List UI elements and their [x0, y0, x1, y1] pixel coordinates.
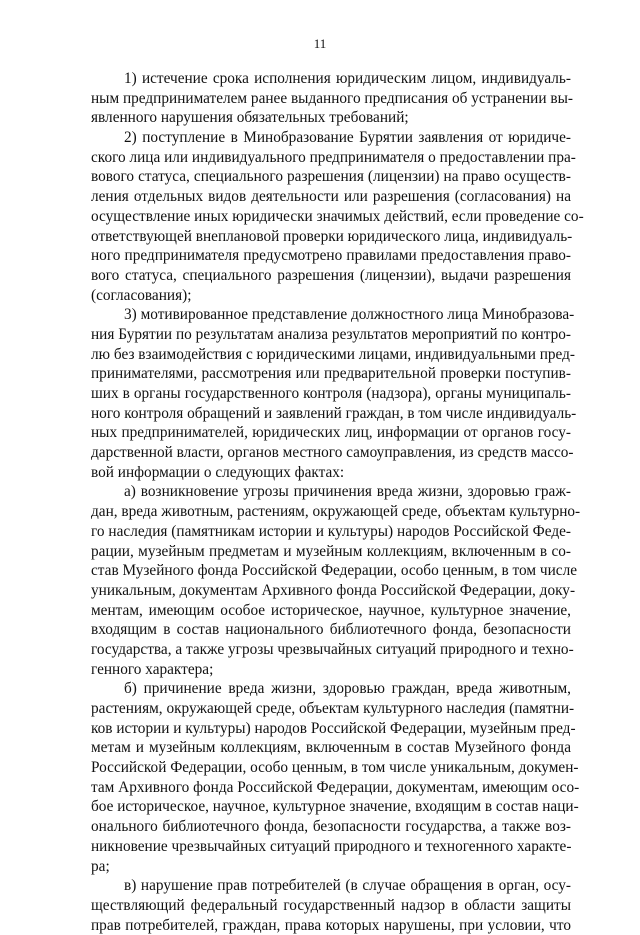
text-line: 3) мотивированное представление должностного лица Минобразова- [124, 306, 575, 324]
text-line: а) возникновение угрозы причинения вреда жизни, здоровью граж- [124, 483, 571, 501]
text-line: б) причинение вреда жизни, здоровью граждан, вреда животным, [124, 680, 571, 698]
text-line: принимателями, рассмотрения или предварительной проверки поступив- [91, 365, 571, 383]
text-line: генного характера; [91, 660, 214, 678]
text-line: ного контроля обращений и заявлений граждан, в том числе индивидуаль- [91, 404, 577, 422]
text-line: растениям, окружающей среде, объектам культурного наследия (памятни- [91, 700, 575, 717]
text-line: осуществление иных юридически значимых действий, если проведение со- [91, 207, 584, 225]
text-line: прав потребителей, граждан, права которых нарушены, при условии, что [91, 916, 571, 934]
text-line: 1) истечение срока исполнения юридическим лицом, индивидуаль- [124, 70, 571, 87]
text-line: ответствующей внеплановой проверки юридического лица, индивидуаль- [91, 227, 573, 245]
text-line: ным предпринимателем ранее выданного предписания об устранении вы- [91, 89, 573, 107]
text-line: ков истории и культуры) народов Российской Федерации, музейным пред- [91, 719, 576, 737]
text-line: уникальным, документам Архивного фонда Российской Федерации, доку- [91, 581, 576, 599]
text-line: вого статуса, специального разрешения (лицензии), выдачи разрешения [91, 266, 571, 284]
text-line: никновение чрезвычайных ситуаций природного и техногенного характе- [91, 837, 572, 855]
text-line: онального библиотечного фонда, безопасности государства, а также воз- [91, 818, 571, 836]
text-line: бое историческое, научное, культурное значение, входящим в состав наци- [91, 798, 579, 816]
text-line: лю без взаимодействия с юридическими лицами, индивидуальными пред- [91, 345, 576, 363]
document-body-text [91, 69, 584, 935]
page-number: 11 [313, 36, 327, 51]
text-line: явленного нарушения обязательных требований; [91, 109, 409, 127]
text-line: дан, вреда животным, растениям, окружающей среде, объектам культурно- [91, 503, 581, 521]
text-line: став Музейного фонда Российской Федерации, особо ценным, в том числе [91, 562, 577, 580]
text-line: вового статуса, специального разрешения (лицензии) на право осуществ- [91, 168, 571, 186]
text-line: ментам, имеющим особое историческое, научное, культурное значение, [91, 601, 571, 619]
text-line: государства, а также угрозы чрезвычайных ситуаций природного и техно- [91, 640, 574, 658]
text-line: ра; [91, 857, 110, 875]
text-line: ного предпринимателя предусмотрено правилами предоставления право- [91, 247, 571, 265]
text-line: вой информации о следующих фактах: [91, 463, 345, 481]
text-line: дарственной власти, органов местного самоуправления, из средств массо- [91, 444, 574, 462]
text-line: Российской Федерации, особо ценным, в том числе уникальным, докумен- [91, 759, 579, 777]
text-line: метам и музейным коллекциям, включенным в состав Музейного фонда [91, 739, 571, 757]
text-line: го наследия (памятникам истории и культуры) народов Российской Феде- [91, 522, 571, 540]
text-line: ского лица или индивидуального предпринимателя о предоставлении пра- [91, 148, 576, 166]
text-line: ления отдельных видов деятельности или разрешения (согласования) на [91, 188, 571, 206]
text-line: ществляющий федеральный государственный надзор в области защиты [91, 896, 571, 914]
text-line: 2) поступление в Минобразование Бурятии заявления от юридиче- [124, 129, 571, 147]
text-line: ния Бурятии по результатам анализа результатов мероприятий по контро- [91, 325, 571, 343]
text-line: там Архивного фонда Российской Федерации, документам, имеющим осо- [91, 778, 580, 796]
text-line: в) нарушение прав потребителей (в случае обращения в орган, осу- [124, 877, 571, 895]
text-line: (согласования); [91, 286, 192, 304]
text-line: входящим в состав национального библиотечного фонда, безопасности [91, 621, 571, 639]
text-line: ных предпринимателей, юридических лиц, информации от органов госу- [91, 424, 571, 442]
text-line: рации, музейным предметам и музейным коллекциям, включенным в со- [91, 542, 571, 560]
text-line: ших в органы государственного контроля (надзора), органы муниципаль- [91, 385, 571, 402]
